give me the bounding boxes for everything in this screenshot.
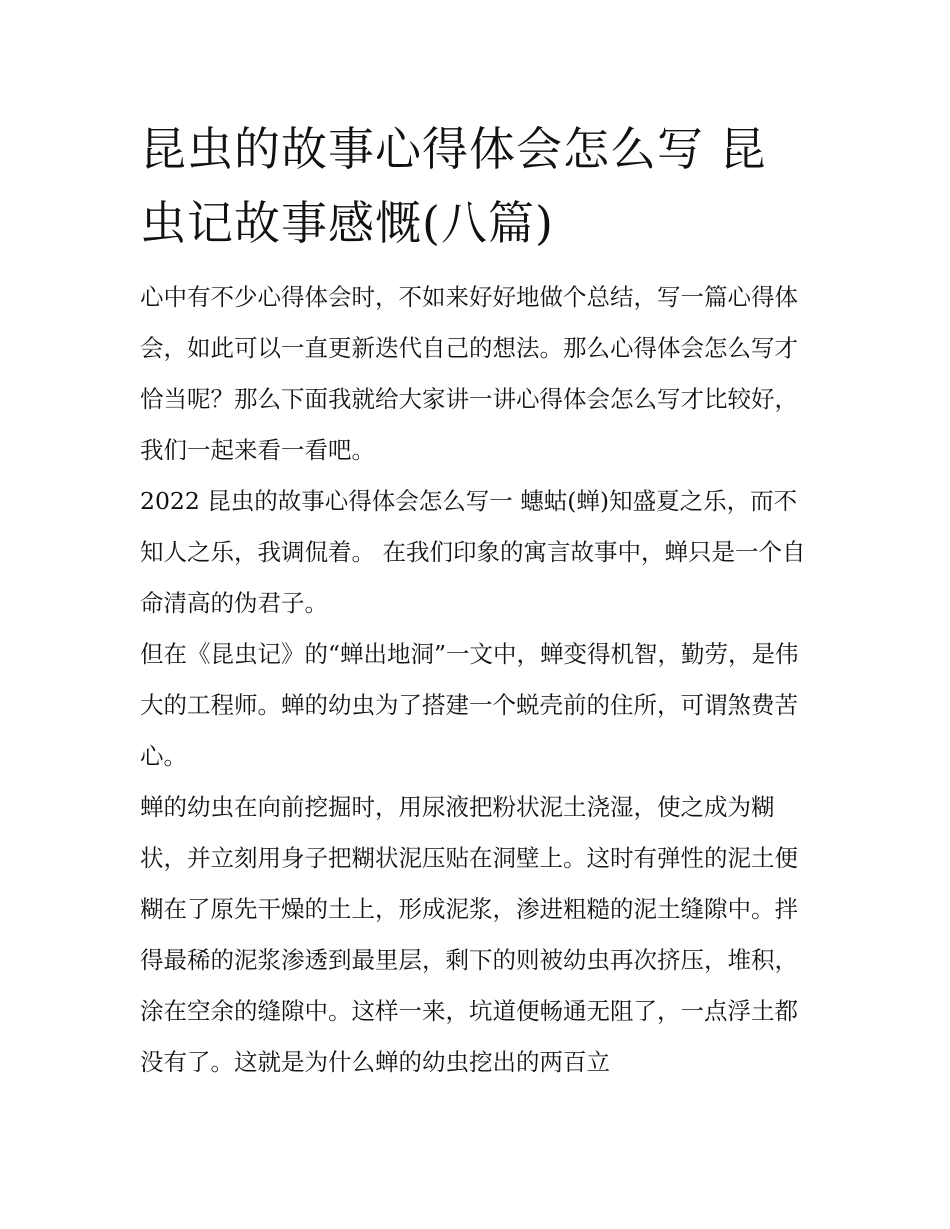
paragraph-cicada-digging: 蝉的幼虫在向前挖掘时，用尿液把粉状泥土浇湿，使之成为糊状，并立刻用身子把糊状泥压贴在洞壁上。这时有弹性的泥土便糊在了原先干燥的土上，形成泥浆，渗进粗糙的泥土缝隙中。拌得最稀的泥浆渗透到最里层，剩下的则被幼虫再次挤压，堆积，涂在空余的缝隙中。这样一来，坑道便畅通无阻了，一点浮土都没有了。这就是为什么蝉的幼虫挖出的两百立	[140, 793, 798, 1076]
document-title: 昆虫的故事心得体会怎么写 昆虫记故事感慨(八篇)	[140, 122, 767, 250]
paragraph-cicada-engineer: 但在《昆虫记》的“蝉出地洞”一文中，蝉变得机智，勤劳，是伟大的工程师。蝉的幼虫为了搭建一个蜕壳前的住所，可谓煞费苦心。	[140, 640, 799, 770]
document-body	[140, 112, 812, 1088]
paragraph-cicada-summer: 2022 昆虫的故事心得体会怎么写一 蟪蛄(蝉)知盛夏之乐，而不知人之乐，我调侃着。 在我们印象的寓言故事中，蝉只是一个自命清高的伪君子。	[140, 487, 806, 617]
paragraph-intro: 心中有不少心得体会时，不如来好好地做个总结，写一篇心得体会，如此可以一直更新迭代自己的想法。那么心得体会怎么写才恰当呢？那么下面我就给大家讲一讲心得体会怎么写才比较好，我们一起来看一看吧。	[140, 283, 798, 464]
